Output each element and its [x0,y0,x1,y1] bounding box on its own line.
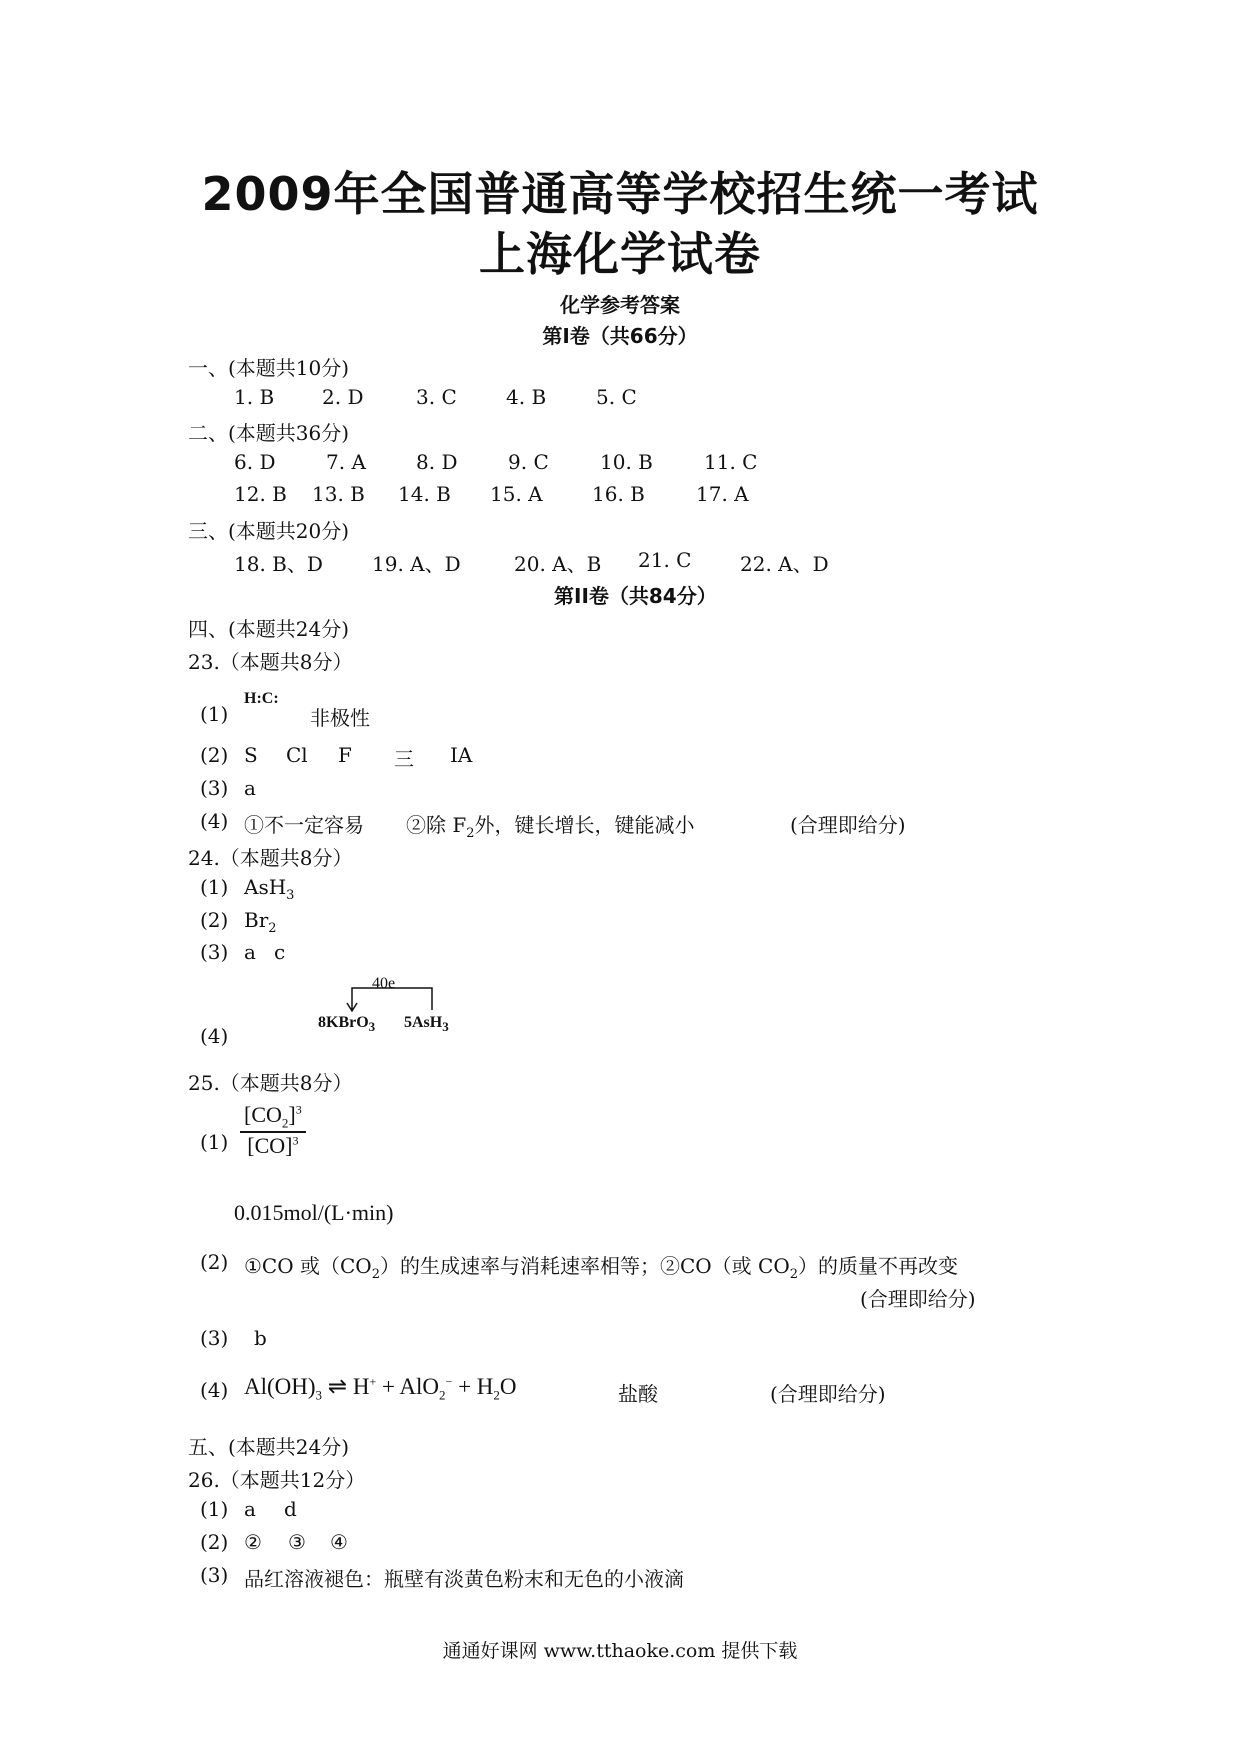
q25-answer-1-label: (1) [200,1130,229,1154]
answer-text: b [254,1326,267,1350]
subscript: 3 [315,1387,323,1403]
answer-label: (2) [200,743,229,767]
q25-answer-2 [200,1250,959,1282]
q23-answer-1 [200,690,370,730]
text-part: H [352,1374,370,1399]
section-5-heading: 五、(本题共24分) [188,1435,350,1459]
reactant-left [318,1014,375,1035]
answer: 9. C [508,450,549,474]
fraction-numerator [240,1102,306,1133]
text-part: [CO [244,1102,282,1127]
answer: 14. B [398,482,451,506]
text-part: Al(OH) [244,1374,316,1399]
ionization-equation [244,1374,517,1404]
answer: 10. B [600,450,653,474]
q26-answer-2 [200,1530,348,1554]
answer: 3. C [416,385,457,409]
footer: 通通好课网 www.tthaoke.com 提供下载 [442,1640,798,1662]
q25-answer-4 [200,1374,886,1406]
answer-item: d [284,1497,297,1521]
subscript: 2 [439,1387,446,1403]
subscript: 3 [286,888,295,903]
electron-dot-formula: H:C: [244,690,279,707]
answer: 2. D [322,385,364,409]
superscript: 3 [295,1102,302,1117]
answer-text: 品红溶液褪色：瓶壁有淡黄色粉末和无色的小液滴 [244,1567,684,1591]
answer-note: (合理即给分) [790,813,906,837]
answer-label: (1) [200,702,229,726]
answer-text [406,809,695,841]
text-part: 8KBrO [318,1014,369,1031]
subscript: 2 [493,1387,500,1403]
subscript: 2 [371,1267,380,1282]
answer: 13. B [312,482,365,506]
answer-label: (4) [200,809,229,833]
answer-item: a [244,1497,256,1521]
q23-answer-3 [200,776,256,800]
q24-heading: 24.（本题共8分） [188,846,353,870]
q25-heading: 25.（本题共8分） [188,1071,353,1095]
fraction-denominator [240,1133,306,1159]
answer-item: ② [244,1530,262,1554]
answer-item: 三 [394,747,414,771]
answer: 1. B [234,385,275,409]
answer: 7. A [326,450,366,474]
answer: 8. D [416,450,458,474]
answer-item: S [244,743,258,767]
equilibrium-constant-fraction [240,1102,306,1159]
answer-text [244,1250,958,1282]
answer: 15. A [490,482,543,506]
reactant-right [404,1014,449,1035]
subscript: 2 [268,921,277,936]
q23-heading: 23.（本题共8分） [188,650,353,674]
q23-answer-2 [200,743,473,771]
answer: 12. B [234,482,287,506]
text-part: + H [452,1374,494,1399]
answer-note: (合理即给分) [770,1382,886,1406]
answer: 20. A、B [514,552,602,576]
answer: 22. A、D [740,552,829,576]
answer-label: (3) [200,1563,229,1587]
answer: 21. C [638,548,692,572]
electron-count: 40e [372,975,396,992]
answer-label: (2) [200,908,229,932]
q25-answer-2-note: (合理即给分) [860,1287,976,1311]
text-part: [CO] [247,1133,293,1159]
equilibrium-arrow-icon: ⇌ [327,1374,348,1399]
q24-answer-1 [200,875,295,903]
text-part: 外，键长增长，键能减小 [474,813,695,837]
text-part: ②除 F [406,813,467,837]
subscript: 2 [466,826,475,841]
section-3-heading: 三、(本题共20分) [188,519,350,543]
answer-item: F [338,743,352,767]
q26-heading: 26.（本题共12分） [188,1468,366,1492]
subscript: 3 [368,1019,376,1035]
text-part: ）的质量不再改变 [798,1254,959,1278]
q24-answer-3 [200,940,286,964]
answer-label: (1) [200,875,229,899]
answer: 4. B [506,385,547,409]
answer-text: ①不一定容易 [244,813,364,837]
answer-text: 非极性 [310,706,370,730]
answer: 17. A [696,482,749,506]
part1-heading: 第I卷（共66分） [542,324,698,348]
text-part: AsH [244,875,287,899]
text-part: + AlO [376,1374,440,1399]
q23-answer-4 [200,809,906,841]
answer-text: a [244,776,256,800]
text-part: ①CO 或（CO [244,1254,372,1278]
answer-label: (3) [200,940,229,964]
superscript: − [445,1374,453,1389]
q24-answer-2 [200,908,277,936]
answer-label: (2) [200,1250,229,1274]
answer-label: (4) [200,1024,229,1048]
answer-item: IA [450,743,473,767]
q26-answer-3 [200,1563,684,1591]
answer: 6. D [234,450,276,474]
section-4-heading: 四、(本题共24分) [188,617,350,641]
part2-heading: 第II卷（共84分） [554,584,717,608]
answer-label: (4) [200,1378,229,1402]
answer-label: (2) [200,1530,229,1554]
q26-answer-1 [200,1497,297,1521]
answer-item: c [274,940,286,964]
title-line-1: 2009年全国普通高等学校招生统一考试 [201,167,1039,221]
answer-label: (3) [200,1326,229,1350]
answer: 18. B、D [234,552,323,576]
answer-label: (1) [200,1497,229,1521]
answer-item: a [244,940,256,964]
answer: 19. A、D [372,552,461,576]
section-1-heading: 一、(本题共10分) [188,356,350,380]
superscript: + [369,1374,377,1389]
answer-text: 盐酸 [618,1382,658,1406]
answer: 11. C [704,450,758,474]
arrow-down-icon [347,1000,357,1011]
q25-answer-3 [200,1326,267,1350]
q24-answer-4 [200,1024,228,1048]
text-part: O [499,1374,517,1399]
answer-item: ③ [288,1530,306,1554]
subscript: 3 [442,1019,449,1035]
reaction-rate: 0.015mol/(L·min) [234,1200,394,1225]
answer: 16. B [592,482,645,506]
answer-text [244,875,294,903]
text-part: 5AsH [404,1014,443,1031]
subtitle: 化学参考答案 [560,293,680,317]
title-line-2: 上海化学试卷 [479,227,761,281]
text-part: Br [244,908,269,932]
answer: 5. C [596,385,637,409]
answer-label: (3) [200,776,229,800]
answer-text [244,908,277,936]
superscript: 3 [292,1134,299,1149]
text-part: ）的生成速率与消耗速率相等；②CO（或 CO [379,1254,790,1278]
section-2-heading: 二、(本题共36分) [188,421,350,445]
answer-item: Cl [286,743,308,767]
answer-item: ④ [330,1530,348,1554]
subscript: 2 [281,1115,289,1131]
text-part: ] [288,1102,296,1127]
subscript: 2 [789,1267,799,1282]
